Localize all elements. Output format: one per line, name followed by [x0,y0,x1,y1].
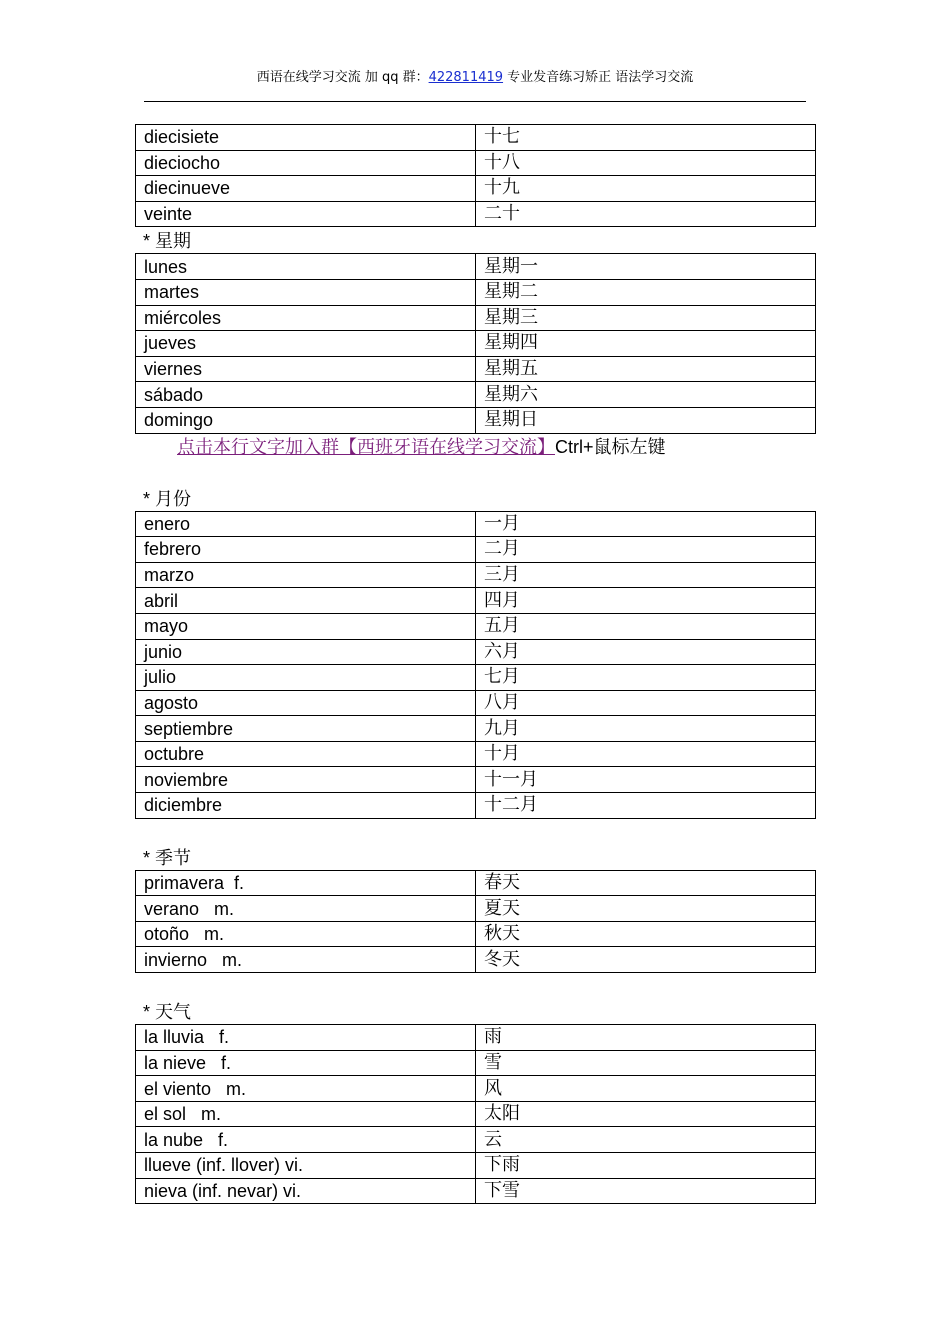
spanish-term: dieciocho [136,150,476,176]
spanish-term: diecinueve [136,176,476,202]
table-row [136,1025,816,1051]
header-text-before: 西语在线学习交流 加 qq 群： [256,70,429,85]
chinese-translation: 九月 [476,716,816,742]
spanish-term: septiembre [136,716,476,742]
chinese-translation: 二十 [476,201,816,227]
weather-heading [135,998,816,1024]
chinese-translation: 星期二 [476,279,816,305]
chinese-translation: 风 [476,1076,816,1102]
spanish-term: nieva (inf. nevar) vi. [136,1178,476,1204]
table-row [136,382,816,408]
chinese-translation: 星期五 [476,356,816,382]
months-heading-text: 月份 [155,488,192,510]
spanish-term: enero [136,511,476,537]
chinese-translation: 四月 [476,588,816,614]
spanish-term: miércoles [136,305,476,331]
spanish-term: febrero [136,537,476,563]
spanish-term: el sol m. [136,1101,476,1127]
table-row [136,356,816,382]
spanish-term: viernes [136,356,476,382]
table-row [136,767,816,793]
table-row [136,331,816,357]
page-header [0,66,950,85]
chinese-translation: 秋天 [476,921,816,947]
join-group-hint-zh: 鼠标左键 [593,436,666,458]
chinese-translation: 星期一 [476,254,816,280]
spanish-term: la nube f. [136,1127,476,1153]
table-row [136,305,816,331]
spanish-term: julio [136,665,476,691]
header-text-after: 专业发音练习矫正 语法学习交流 [503,70,694,85]
table-row [136,562,816,588]
table-row [136,407,816,433]
table-row [136,254,816,280]
weather-heading-star: * [143,1002,156,1023]
spanish-term: abril [136,588,476,614]
spanish-term: verano m. [136,896,476,922]
chinese-translation: 云 [476,1127,816,1153]
qq-group-link[interactable]: 422811419 [428,70,504,85]
chinese-translation: 雨 [476,1025,816,1051]
spacer [135,819,816,844]
table-row [136,665,816,691]
chinese-translation: 一月 [476,511,816,537]
header-divider [144,101,806,102]
spanish-term: la nieve f. [136,1050,476,1076]
chinese-translation: 下雪 [476,1178,816,1204]
spacer [135,973,816,998]
weekdays-heading-star: * [143,231,156,252]
weekdays-table [135,253,816,433]
table-row [136,639,816,665]
weekdays-heading [135,227,816,253]
chinese-translation: 十二月 [476,793,816,819]
table-row [136,1101,816,1127]
chinese-translation: 十九 [476,176,816,202]
spanish-term: primavera f. [136,870,476,896]
table-row [136,947,816,973]
table-row [136,279,816,305]
spanish-term: sábado [136,382,476,408]
seasons-table [135,870,816,973]
spanish-term: diciembre [136,793,476,819]
chinese-translation: 三月 [476,562,816,588]
table-row [136,201,816,227]
table-row [136,896,816,922]
months-table [135,511,816,819]
table-row [136,511,816,537]
join-group-line [135,434,816,460]
chinese-translation: 春天 [476,870,816,896]
spanish-term: octubre [136,741,476,767]
chinese-translation: 星期日 [476,407,816,433]
spanish-term: domingo [136,407,476,433]
table-row [136,1076,816,1102]
chinese-translation: 星期四 [476,331,816,357]
spanish-term: lunes [136,254,476,280]
chinese-translation: 十八 [476,150,816,176]
weather-heading-text: 天气 [155,1002,192,1024]
spanish-term: llueve (inf. llover) vi. [136,1153,476,1179]
table-row [136,741,816,767]
chinese-translation: 太阳 [476,1101,816,1127]
table-row [136,921,816,947]
spanish-term: mayo [136,613,476,639]
table-row [136,537,816,563]
chinese-translation: 下雨 [476,1153,816,1179]
spanish-term: invierno m. [136,947,476,973]
chinese-translation: 八月 [476,690,816,716]
join-group-link[interactable]: 点击本行文字加入群【西班牙语在线学习交流】 [177,436,555,458]
spanish-term: el viento m. [136,1076,476,1102]
spanish-term: marzo [136,562,476,588]
chinese-translation: 星期三 [476,305,816,331]
weather-table [135,1024,816,1204]
table-row [136,1153,816,1179]
table-row [136,1127,816,1153]
table-row [136,793,816,819]
spacer [135,460,816,485]
table-row [136,588,816,614]
months-heading-star: * [143,488,156,509]
document-body [135,124,816,1204]
numbers-table [135,124,816,227]
table-row [136,1178,816,1204]
seasons-heading [135,844,816,870]
chinese-translation: 十七 [476,125,816,151]
spanish-term: la lluvia f. [136,1025,476,1051]
chinese-translation: 十一月 [476,767,816,793]
seasons-heading-star: * [143,847,156,868]
chinese-translation: 冬天 [476,947,816,973]
spanish-term: martes [136,279,476,305]
spanish-term: otoño m. [136,921,476,947]
table-row [136,150,816,176]
table-row [136,613,816,639]
seasons-heading-text: 季节 [155,847,192,869]
spanish-term: diecisiete [136,125,476,151]
chinese-translation: 六月 [476,639,816,665]
chinese-translation: 五月 [476,613,816,639]
chinese-translation: 雪 [476,1050,816,1076]
chinese-translation: 十月 [476,741,816,767]
spanish-term: veinte [136,201,476,227]
chinese-translation: 七月 [476,665,816,691]
spanish-term: agosto [136,690,476,716]
chinese-translation: 星期六 [476,382,816,408]
weekdays-heading-text: 星期 [155,231,192,253]
months-heading [135,485,816,511]
chinese-translation: 夏天 [476,896,816,922]
table-row [136,870,816,896]
join-group-hint-latin: Ctrl+ [555,436,594,457]
table-row [136,125,816,151]
spanish-term: noviembre [136,767,476,793]
table-row [136,690,816,716]
table-row [136,176,816,202]
table-row [136,1050,816,1076]
spanish-term: junio [136,639,476,665]
chinese-translation: 二月 [476,537,816,563]
spanish-term: jueves [136,331,476,357]
table-row [136,716,816,742]
